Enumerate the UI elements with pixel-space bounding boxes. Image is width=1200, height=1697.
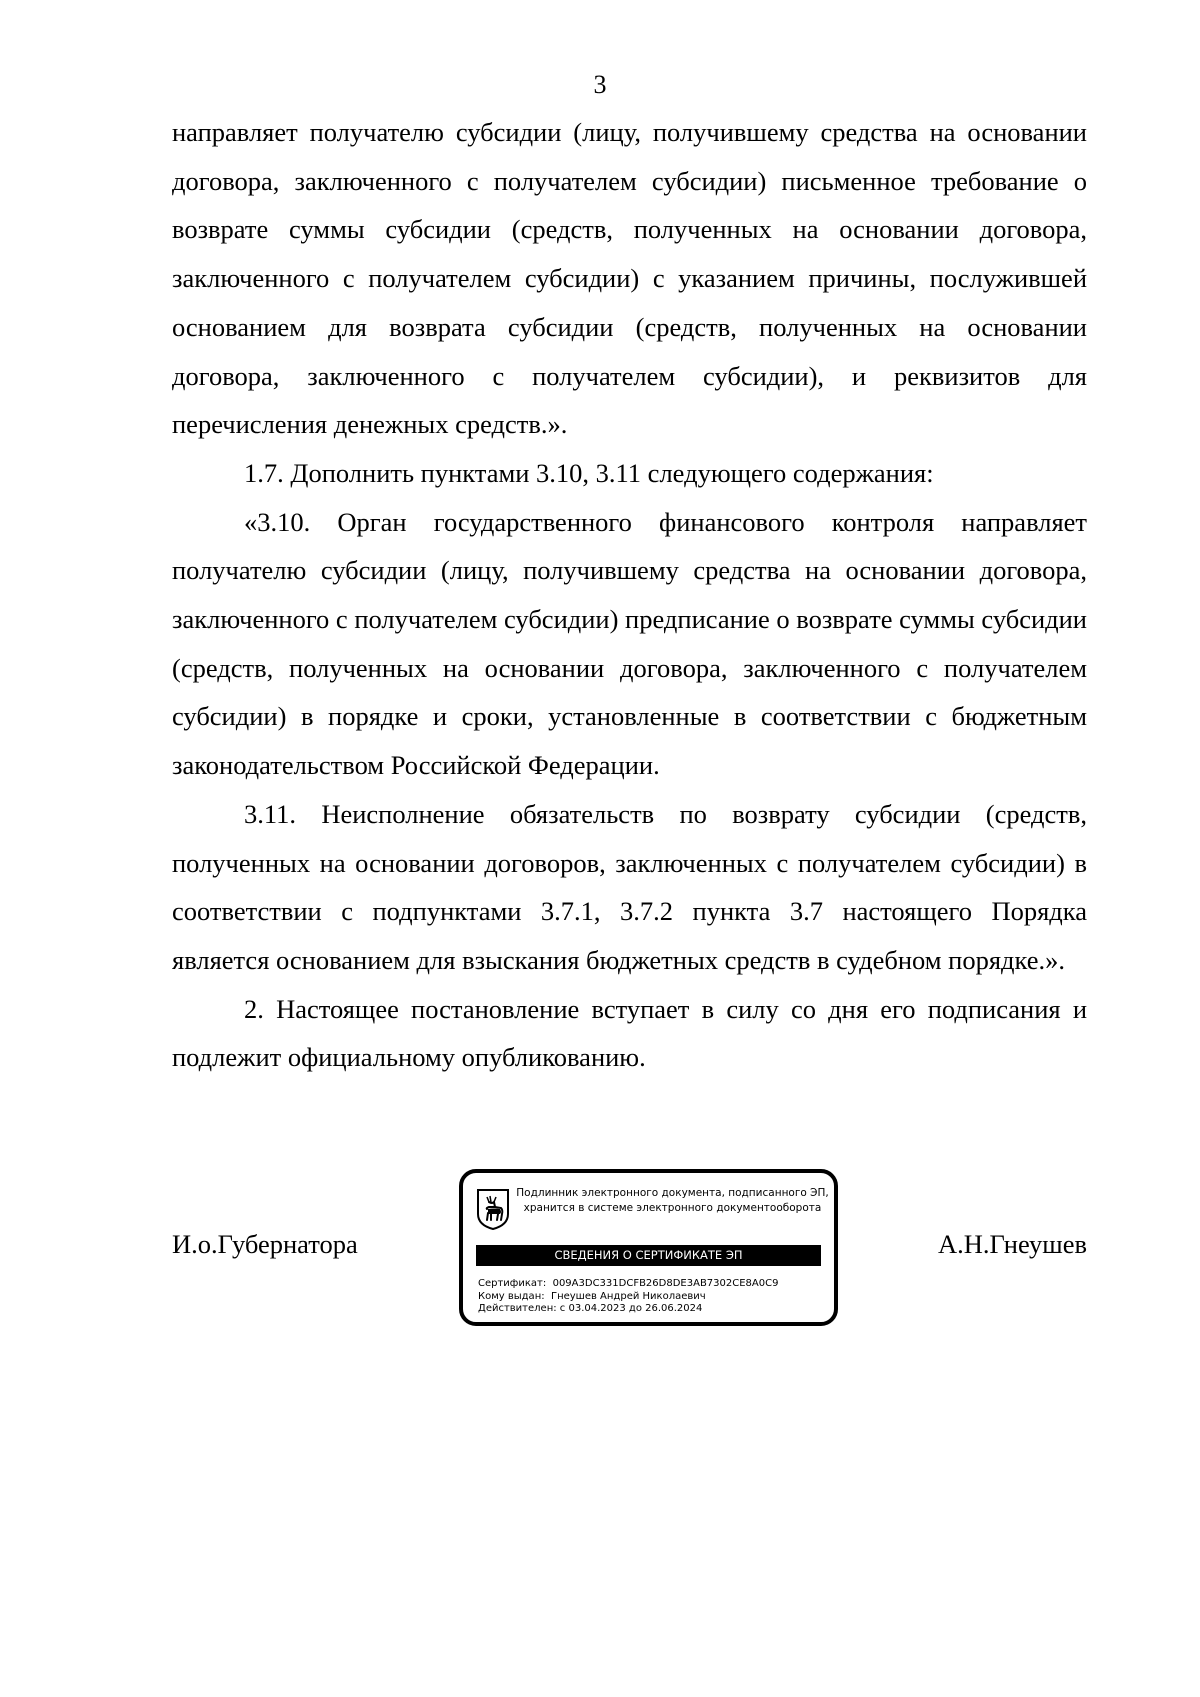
paragraph-item-1-7: 1.7. Дополнить пунктами 3.10, 3.11 следующего содержания:	[244, 457, 934, 488]
deer-emblem-icon	[476, 1188, 510, 1230]
certificate-details	[478, 1278, 778, 1316]
page-number: 3	[593, 70, 607, 99]
stamp-header-line: Подлинник электронного документа, подписанного ЭП,	[516, 1187, 829, 1199]
signatory-name: А.Н.Гнеушев	[937, 1229, 1087, 1259]
issued-to-label: Кому выдан:	[478, 1290, 545, 1302]
paragraph-item-2: 2. Настоящее постановление вступает в силу со дня его подписания и подлежит официальному опубликованию.	[172, 993, 1087, 1073]
stamp-header-line: хранится в системе электронного документооборота	[523, 1202, 822, 1214]
certificate-label: Сертификат:	[478, 1278, 547, 1289]
paragraph-continuation: направляет получателю субсидии (лицу, получившему средства на основании договора, заключенного с получателем субсидии) письменное требование о возврате суммы субсидии (средств, полученных на основании договора, заключенного с получателем субсидии) с указанием причины, послужившей основанием для возврата субсидии (средств, полученных на основании договора, заключенного с получателем субсидии), и реквизитов для перечисления денежных средств.».	[172, 117, 1087, 440]
issued-to-row	[478, 1291, 778, 1304]
certificate-info-title: СВЕДЕНИЯ О СЕРТИФИКАТЕ ЭП	[476, 1245, 821, 1266]
document-body	[172, 108, 1087, 1082]
signatory-position: И.о.Губернатора	[172, 1229, 358, 1259]
validity-label: Действителен:	[478, 1303, 557, 1314]
validity-row	[478, 1303, 778, 1316]
issued-to-value: Гнеушев Андрей Николаевич	[550, 1290, 706, 1302]
paragraph-item-3-10: «3.10. Орган государственного финансового контроля направляет получателю субсидии (лицу, получившему средства на основании договора, заключенного с получателем субсидии) предписание о возврате суммы субсидии (средств, полученных на основании договора, заключенного с получателем субсидии) в порядке и сроки, установленные в соответствии с бюджетным законодательством Российской Федерации.	[172, 506, 1087, 781]
electronic-signature-stamp	[459, 1169, 838, 1326]
stamp-header	[515, 1186, 830, 1216]
validity-value: с 03.04.2023 до 26.06.2024	[559, 1303, 703, 1314]
certificate-value: 009A3DC331DCFB26D8DE3AB7302CE8A0C9	[552, 1278, 779, 1289]
certificate-row	[478, 1278, 778, 1291]
paragraph-item-3-11: 3.11. Неисполнение обязательств по возврату субсидии (средств, полученных на основании договоров, заключенных с получателем субсидии) в соответствии с подпунктами 3.7.1, 3.7.2 пункта 3.7 настоящего Порядка является основанием для взыскания бюджетных средств в судебном порядке.».	[172, 798, 1087, 975]
